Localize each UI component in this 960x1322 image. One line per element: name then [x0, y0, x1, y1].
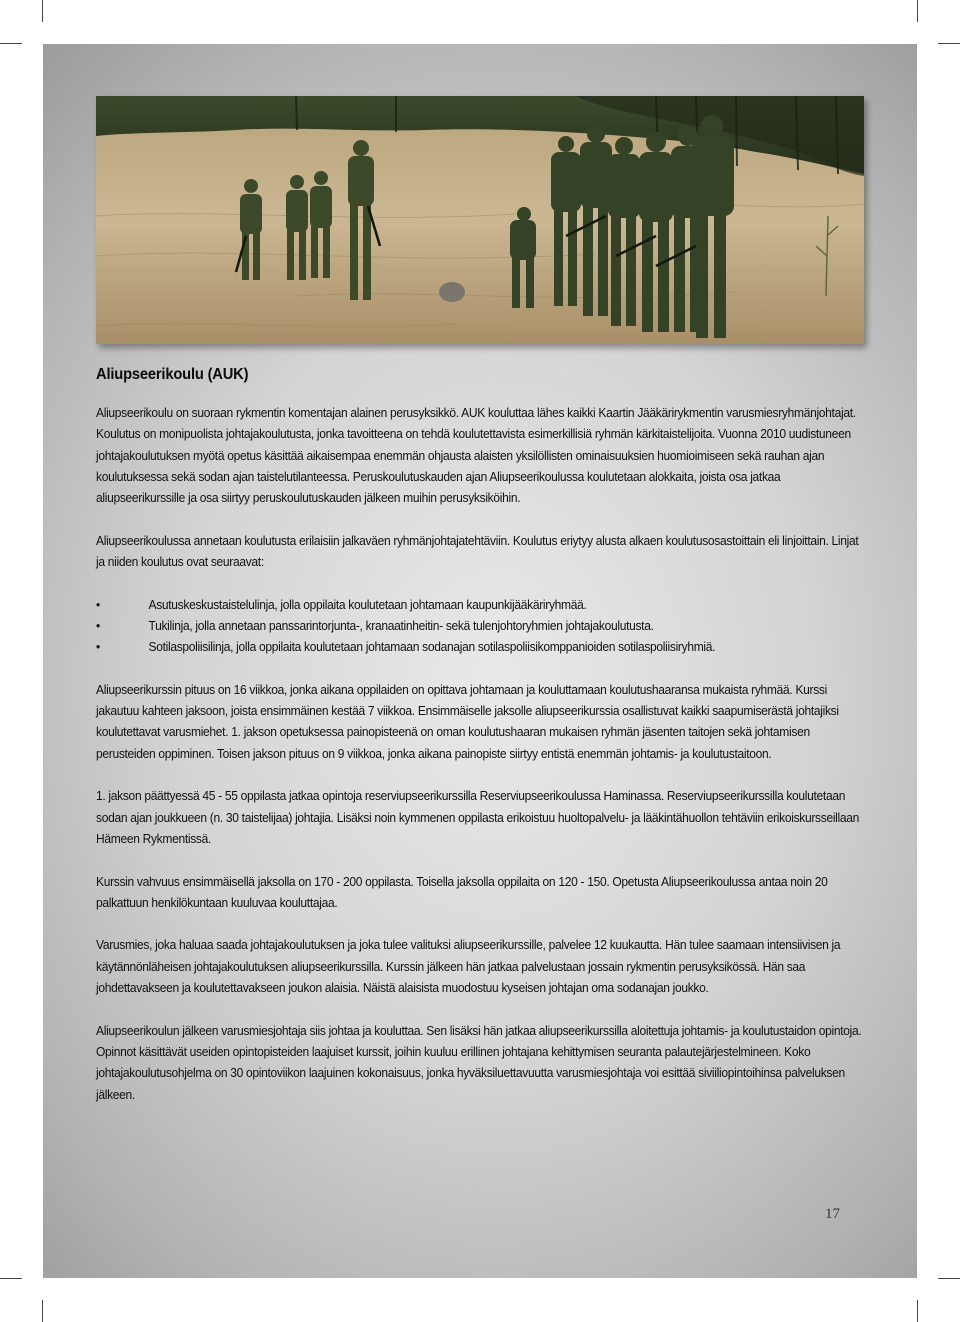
crop-mark-top-left-horizontal	[0, 43, 22, 44]
paragraph-lines: Aliupseerikoulussa annetaan koulutusta erilaisiin jalkaväen ryhmänjohtajatehtäviin. Koulutus eriytyy alusta alkaen koulutusosastoittain eli linjoittain. Linjat ja niiden koulutus ovat seuraavat:	[96, 532, 859, 570]
section-heading: Aliupseerikoulu (AUK)	[96, 366, 249, 383]
paragraph-after-school: Aliupseerikoulun jälkeen varusmiesjohtaja siis johtaa ja kouluttaa. Sen lisäksi hän jatkaa aliupseerikurssilla aloitettuja johtamis- ja koulutustaidon opintoja. Opinnot käsittävät useiden opintopisteiden laajuiset kurssit, joihin kuuluu erillinen johtajana kehittymisen seuranta palautejärjestelmineen. Koko johtajakoulutusohjelma on 30 opintoviikon laajuinen kokonaisuus, jonka hyväksiluettavuutta varusmiesjohtaja voi esittää siviiliopintoihinsa palveluksen jälkeen.	[96, 1022, 862, 1102]
paragraph-course-length: Aliupseerikurssin pituus on 16 viikkoa, jonka aikana oppilaiden on opittava johtamaan ja kouluttamaan koulutushaaransa mukaista ryhmää. Kurssi jakautuu kahteen jaksoon, joista ensimmäinen kestää 7 viikkoa. Ensimmäiselle jaksolle aliupseerikurssia osallistuvat kaikki saapumiserästä johtajiksi koulutettavat varusmiehet. 1. jakson opetuksessa painopisteenä on oman koulutushaaran mukaisen ryhmän jäsenten taitojen sekä johtamisen perusteiden oppiminen. Toisen jakson pituus on 9 viikkoa, jonka aikana painopiste siirtyy entistä enemmän johtamis- ja koulutustaitoon.	[96, 681, 839, 761]
crop-mark-bottom-left-vertical	[42, 1300, 43, 1322]
soldiers-photo	[96, 96, 864, 344]
paragraph-intro: Aliupseerikoulu on suoraan rykmentin komentajan alainen perusyksikkö. AUK kouluttaa lähes kaikki Kaartin Jääkärirykmentin varusmiesryhmänjohtajat. Koulutus on monipuolista johtajakoulutusta, jonka tavoitteena on tehdä koulutettavista esimerkillisiä ryhmän kärkitaistelijoita. Vuonna 2010 uudistuneen johtajakoulutuksen myötä opetus käsittää aikaisempaa enemmän ohjausta alaisten yksilöllisten ominaisuuksien huomioimiseen sekä rauhan ajan koulutuksessa sekä sodan ajan taistelutilanteessa. Peruskoulutuskauden ajan Aliupseerikoulussa koulutetaan alokkaita, joista osa jatkaa aliupseerikurssille ja osa siirtyy peruskoulutuskauden jälkeen muihin perusyksiköihin.	[96, 405, 856, 506]
crop-mark-bottom-right-horizontal	[938, 1278, 960, 1279]
training-lines-list	[96, 594, 863, 658]
list-item-text: Tukilinja, jolla annetaan panssarintorjunta-, kranaatinheitin- sekä tulenjohtoryhmien johtajakoulutusta.	[148, 617, 654, 633]
list-item	[96, 636, 863, 657]
list-item-text: Sotilaspoliisilinja, jolla oppilaita koulutetaan johtamaan sodanajan sotilaspoliisikomppanioiden sotilaspoliisiryhmiä.	[148, 639, 716, 655]
list-item	[96, 594, 863, 615]
crop-mark-bottom-right-vertical	[917, 1300, 918, 1322]
crop-mark-bottom-left-horizontal	[0, 1278, 22, 1279]
paragraph-conscript: Varusmies, joka haluaa saada johtajakoulutuksen ja joka tulee valituksi aliupseerikurssille, palvelee 12 kuukautta. Hän tulee saamaan intensiivisen ja käytännönläheisen johtajakoulutuksen aliupseerikurssilla. Kurssin jälkeen hän jatkaa palvelustaan jossain rykmentin perusyksikössä. Hän saa johdettavakseen ja koulutettavakseen joukon alaisia. Näistä alaisista muodostuu kyseisen johtajan oma sodanajan joukko.	[96, 937, 841, 996]
crop-mark-top-right-horizontal	[938, 43, 960, 44]
soldiers-photo-illustration	[96, 96, 864, 344]
list-item-text: Asutuskeskustaistelulinja, jolla oppilaita koulutetaan johtamaan kaupunkijääkäriryhmää.	[148, 596, 587, 612]
crop-mark-top-right-vertical	[917, 0, 918, 22]
crop-mark-top-left-vertical	[42, 0, 43, 22]
bullet-icon: •	[96, 617, 100, 633]
bullet-icon: •	[96, 596, 100, 612]
page-number: 17	[825, 1206, 840, 1222]
bullet-icon: •	[96, 639, 100, 655]
list-item	[96, 615, 863, 636]
paragraph-first-period: 1. jakson päättyessä 45 - 55 oppilasta jatkaa opintoja reserviupseerikurssilla Reserviupseerikoulussa Haminassa. Reserviupseerikurssilla koulutetaan sodan ajan joukkueen (n. 30 taistelijaa) johtajia. Lisäksi noin kymmenen oppilasta erikoistuu huoltopalvelu- ja lääkintähuollon tehtäviin erikoiskursseillaan Hämeen Rykmentissä.	[96, 788, 860, 846]
paragraph-course-strength: Kurssin vahvuus ensimmäisellä jaksolla on 170 - 200 oppilasta. Toisella jaksolla oppilaita on 120 - 150. Opetusta Aliupseerikoulussa antaa noin 20 palkattuun henkilökuntaan kuuluvaa kouluttajaa.	[96, 873, 828, 910]
body-text	[96, 402, 863, 1126]
